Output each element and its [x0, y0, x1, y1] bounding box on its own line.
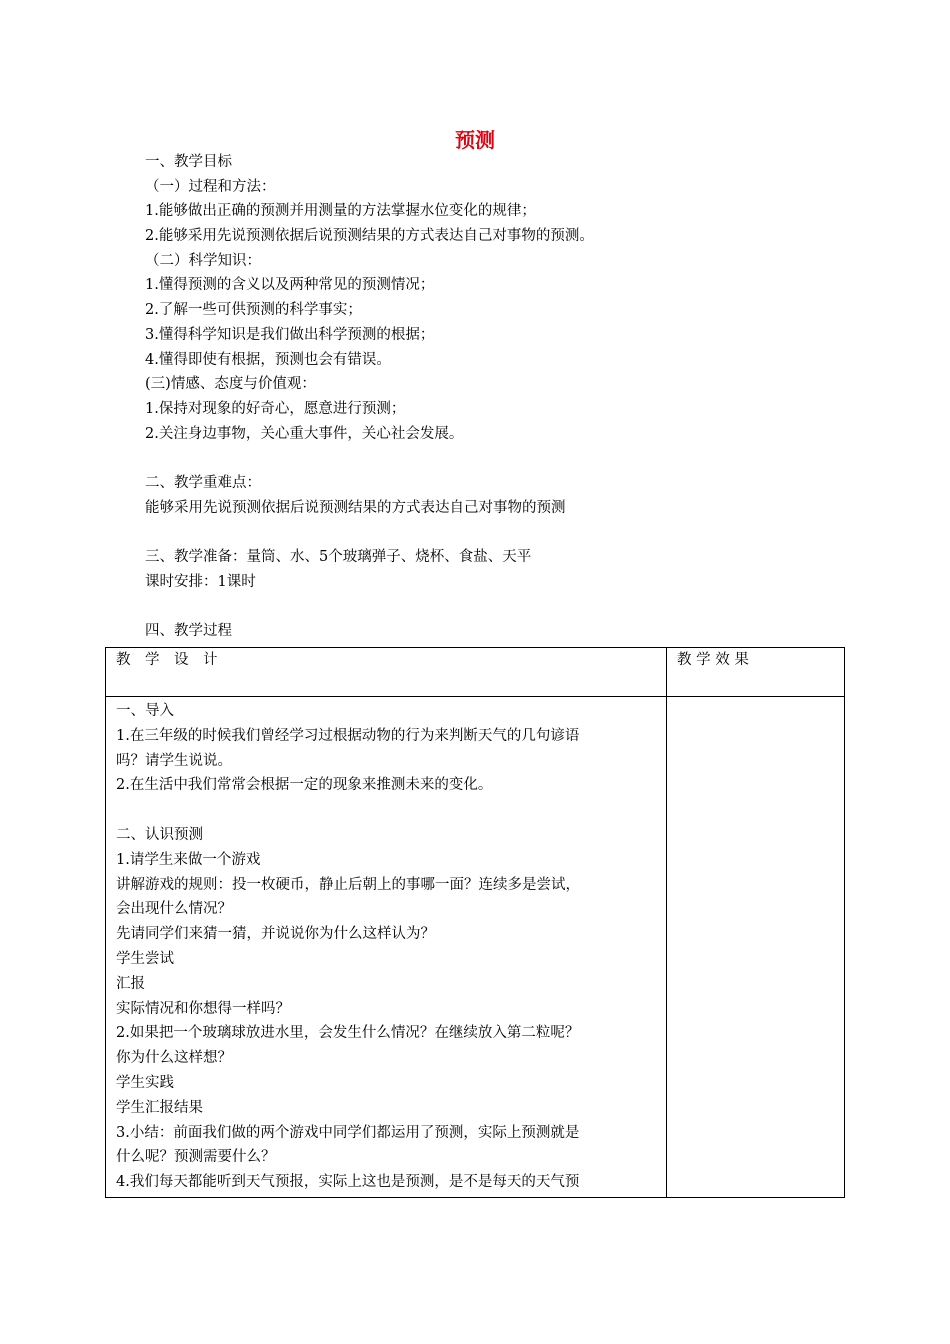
key-point-text: 能够采用先说预测依据后说预测结果的方式表达自己对事物的预测 [145, 499, 566, 516]
document-title: 预测 [455, 128, 495, 152]
design-line: 学生尝试 [116, 950, 174, 967]
objective-item: 1.能够做出正确的预测并用测量的方法掌握水位变化的规律； [145, 203, 536, 220]
header-effect: 教 学 效 果 [667, 648, 845, 697]
objective-item: 1.保持对现象的好奇心，愿意进行预测； [145, 400, 406, 417]
design-line: 吗？请学生说说。 [116, 752, 232, 769]
design-line: 你为什么这样想？ [116, 1050, 232, 1067]
subheading-process-methods: （一）过程和方法： [145, 178, 276, 195]
objective-item: 2.了解一些可供预测的科学事实； [145, 302, 362, 319]
table-content-row [106, 697, 845, 1198]
design-line: 汇报 [116, 975, 145, 992]
design-line: 3.小结：前面我们做的两个游戏中同学们都运用了预测，实际上预测就是 [116, 1124, 580, 1141]
blank-line [145, 594, 845, 619]
design-line: 2.如果把一个玻璃球放进水里，会发生什么情况？在继续放入第二粒呢？ [116, 1025, 580, 1042]
design-line: 什么呢？预测需要什么？ [116, 1149, 276, 1166]
teaching-process-table [105, 647, 845, 1198]
design-line: 实际情况和你想得一样吗？ [116, 1000, 290, 1017]
objective-item: 1.懂得预测的含义以及两种常见的预测情况； [145, 277, 435, 294]
blank-line [116, 798, 656, 823]
design-line: 2.在生活中我们常常会根据一定的现象来推测未来的变化。 [116, 777, 493, 794]
header-design: 教 学 设 计 [106, 648, 667, 697]
design-line: 学生汇报结果 [116, 1099, 203, 1116]
design-line: 会出现什么情况？ [116, 901, 232, 918]
subheading-attitudes: (三)情感、态度与价值观： [145, 376, 316, 393]
design-cell [106, 697, 667, 1198]
section-heading-process: 四、教学过程 [145, 623, 232, 640]
section-heading-key-points: 二、教学重难点： [145, 474, 261, 491]
section-heading-preparation: 三、教学准备：量筒、水、5个玻璃弹子、烧杯、食盐、天平 [145, 549, 532, 565]
schedule-text: 课时安排：1课时 [145, 573, 256, 590]
table-header-row [106, 648, 845, 697]
objective-item: 4.懂得即使有根据，预测也会有错误。 [145, 351, 391, 368]
design-line: 先请同学们来猜一猜，并说说你为什么这样认为？ [116, 926, 435, 943]
objective-item: 2.关注身边事物，关心重大事件，关心社会发展。 [145, 425, 464, 442]
blank-line [145, 446, 845, 471]
design-line: 二、认识预测 [116, 826, 203, 843]
design-line: 讲解游戏的规则：投一枚硬币，静止后朝上的事哪一面？连续多是尝试， [116, 876, 580, 893]
document-body [145, 150, 845, 644]
design-line: 1.请学生来做一个游戏 [116, 851, 261, 868]
effect-cell [667, 697, 845, 1198]
objective-item: 2.能够采用先说预测依据后说预测结果的方式表达自己对事物的预测。 [145, 228, 594, 245]
design-line: 一、导入 [116, 703, 174, 719]
design-line: 4.我们每天都能听到天气预报，实际上这也是预测，是不是每天的天气预 [116, 1174, 580, 1191]
blank-line [145, 520, 845, 545]
objective-item: 3.懂得科学知识是我们做出科学预测的根据； [145, 326, 435, 343]
section-heading-objectives: 一、教学目标 [145, 154, 232, 170]
design-line: 学生实践 [116, 1074, 174, 1091]
design-line: 1.在三年级的时候我们曾经学习过根据动物的行为来判断天气的几句谚语 [116, 727, 580, 744]
subheading-science-knowledge: （二）科学知识： [145, 252, 261, 269]
